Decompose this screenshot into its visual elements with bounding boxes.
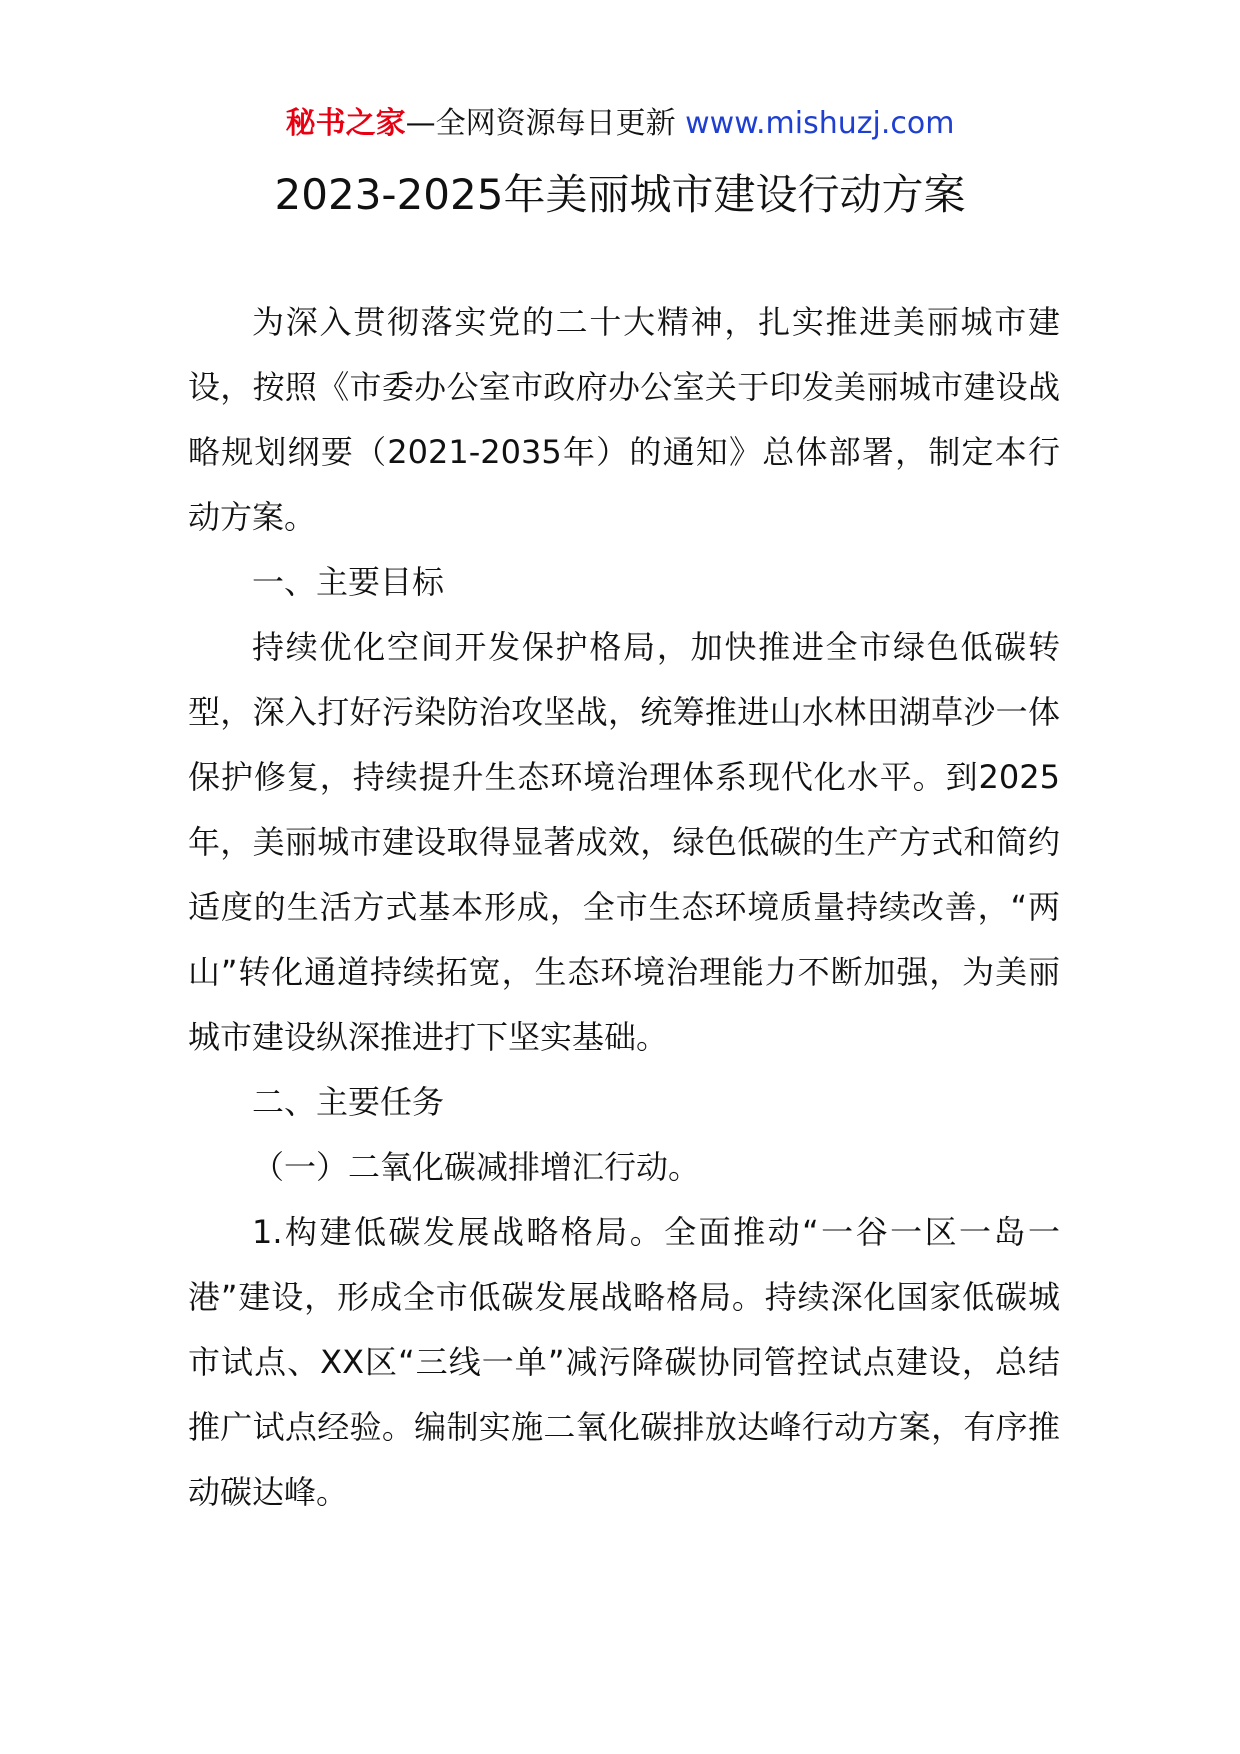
document-title: 2023-2025年美丽城市建设行动方案 [274, 170, 966, 219]
intro-paragraph: 为深入贯彻落实党的二十大精神，扎实推进美丽城市建设，按照《市委办公室市政府办公室关于印发美丽城市建设战略规划纲要（2021-2035年）的通知》总体部署，制定本行动方案。 [188, 303, 1060, 536]
site-brand: 秘书之家 [285, 106, 406, 141]
subsection-heading-carbon: （一）二氧化碳减排增汇行动。 [252, 1148, 701, 1186]
goals-paragraph: 持续优化空间开发保护格局，加快推进全市绿色低碳转型，深入打好污染防治攻坚战，统筹推进山水林田湖草沙一体保护修复，持续提升生态环境治理体系现代化水平。到2025年，美丽城市建设取得显著成效，绿色低碳的生产方式和简约适度的生活方式基本形成，全市生态环境质量持续改善，“两山”转化通道持续拓宽，生态环境治理能力不断加强，为美丽城市建设纵深推进打下坚实基础。 [188, 628, 1060, 1056]
site-header [0, 102, 1240, 146]
document-body [188, 290, 1060, 1525]
site-url-link[interactable]: www.mishuzj.com [685, 106, 955, 141]
section-heading-goals: 一、主要目标 [252, 563, 445, 601]
task-paragraph-1: 1.构建低碳发展战略格局。全面推动“一谷一区一岛一港”建设，形成全市低碳发展战略格局。持续深化国家低碳城市试点、XX区“三线一单”减污降碳协同管控试点建设，总结推广试点经验。编制实施二氧化碳排放达峰行动方案，有序推动碳达峰。 [188, 1213, 1060, 1511]
section-heading-tasks: 二、主要任务 [252, 1083, 445, 1121]
site-tagline: —全网资源每日更新 [405, 106, 686, 141]
